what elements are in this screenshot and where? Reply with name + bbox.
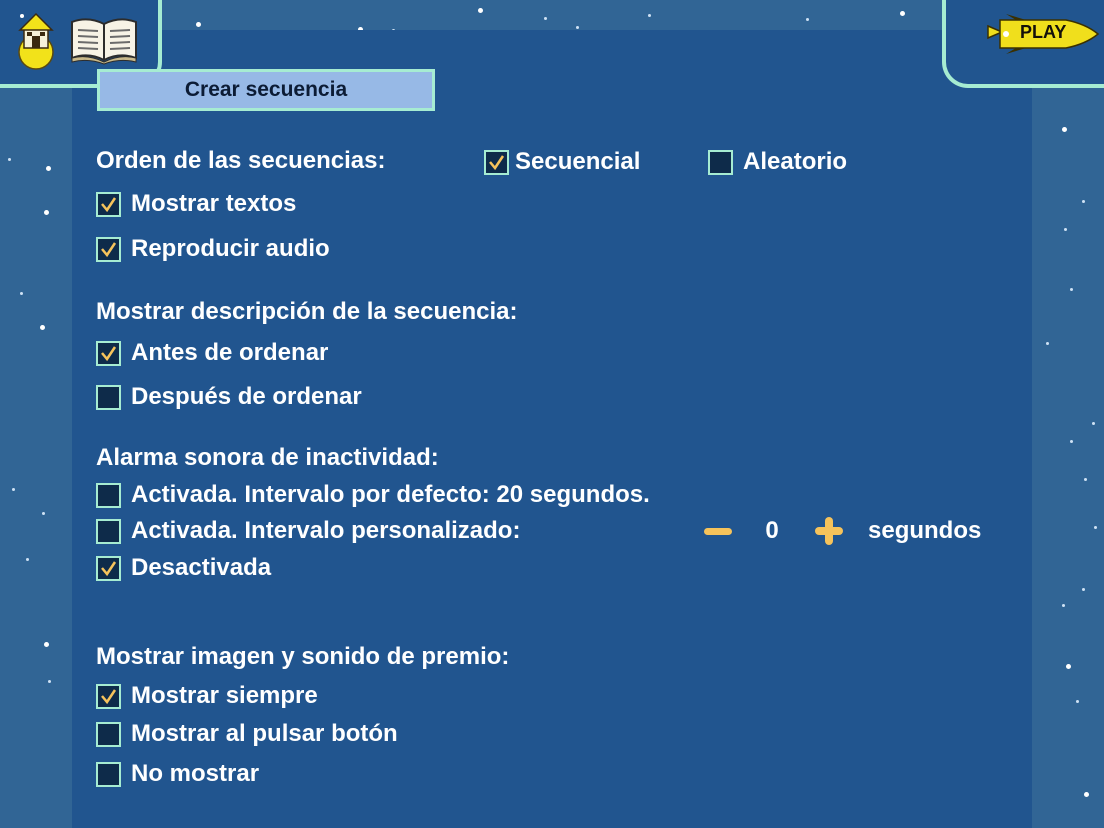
interval-unit: segundos: [868, 517, 982, 544]
alarm-default-option[interactable]: [96, 481, 650, 509]
book-icon[interactable]: [68, 14, 140, 66]
star: [1062, 604, 1065, 607]
star: [1076, 700, 1079, 703]
reward-on-button-option[interactable]: [96, 720, 398, 748]
checkbox-checked[interactable]: [96, 237, 121, 262]
checkbox-unchecked[interactable]: [96, 722, 121, 747]
check-icon: [98, 194, 119, 215]
order-option-sequential[interactable]: [484, 148, 640, 176]
star: [46, 166, 51, 171]
option-label: Desactivada: [131, 554, 272, 581]
increment-button[interactable]: [814, 516, 844, 546]
option-label: Mostrar siempre: [131, 682, 318, 709]
star: [1062, 127, 1067, 132]
interval-value: 0: [765, 517, 779, 544]
reward-always-option[interactable]: [96, 682, 318, 710]
option-label: Secuencial: [515, 148, 641, 175]
option-label: Después de ordenar: [131, 383, 362, 410]
checkbox-checked[interactable]: [96, 684, 121, 709]
checkbox-checked[interactable]: [96, 341, 121, 366]
option-label: Activada. Intervalo por defecto: 20 segundos.: [131, 481, 650, 508]
checkbox-checked[interactable]: [484, 150, 509, 175]
decrement-button[interactable]: [703, 524, 733, 538]
star: [1094, 526, 1097, 529]
check-icon: [98, 239, 119, 260]
star: [196, 22, 201, 27]
alarm-heading: Alarma sonora de inactividad:: [96, 444, 439, 471]
checkbox-unchecked[interactable]: [96, 483, 121, 508]
show-texts-option[interactable]: [96, 190, 296, 218]
checkbox-checked[interactable]: [96, 556, 121, 581]
star: [478, 8, 483, 13]
check-icon: [98, 343, 119, 364]
checkbox-unchecked[interactable]: [96, 762, 121, 787]
alarm-disabled-option[interactable]: [96, 554, 271, 582]
star: [42, 512, 45, 515]
play-audio-option[interactable]: [96, 235, 330, 263]
play-button[interactable]: [986, 14, 1104, 54]
star: [44, 642, 49, 647]
option-label: Activada. Intervalo personalizado:: [131, 517, 521, 544]
checkbox-checked[interactable]: [96, 192, 121, 217]
reward-heading: Mostrar imagen y sonido de premio:: [96, 643, 510, 670]
minus-icon: [703, 524, 733, 538]
option-label: Mostrar al pulsar botón: [131, 720, 398, 747]
star: [900, 11, 905, 16]
order-label: Orden de las secuencias:: [96, 147, 386, 174]
play-label: PLAY: [1020, 22, 1067, 42]
star: [1046, 342, 1049, 345]
check-icon: [98, 558, 119, 579]
option-label: Antes de ordenar: [131, 339, 329, 366]
checkbox-unchecked[interactable]: [96, 519, 121, 544]
checkbox-unchecked[interactable]: [96, 385, 121, 410]
star: [40, 325, 45, 330]
star: [20, 292, 23, 295]
option-label: No mostrar: [131, 760, 260, 787]
alarm-custom-option[interactable]: [96, 517, 520, 545]
star: [12, 488, 15, 491]
star: [1084, 478, 1087, 481]
option-label: Reproducir audio: [131, 235, 330, 262]
reward-never-option[interactable]: [96, 760, 259, 788]
star: [544, 17, 547, 20]
house-icon[interactable]: [12, 10, 60, 70]
checkbox-unchecked[interactable]: [708, 150, 733, 175]
star: [44, 210, 49, 215]
top-right-toolbar: [942, 0, 1104, 88]
star: [1064, 228, 1067, 231]
star: [1084, 792, 1089, 797]
plus-icon: [814, 516, 844, 546]
page-title: Crear secuencia: [97, 69, 435, 111]
option-label: Aleatorio: [743, 148, 848, 175]
star: [1066, 664, 1071, 669]
star: [8, 158, 11, 161]
star: [648, 14, 651, 17]
star: [1092, 422, 1095, 425]
check-icon: [486, 152, 507, 173]
star: [806, 18, 809, 21]
option-label: Mostrar textos: [131, 190, 297, 217]
check-icon: [98, 686, 119, 707]
star: [48, 680, 51, 683]
description-heading: Mostrar descripción de la secuencia:: [96, 298, 518, 325]
star: [1070, 288, 1073, 291]
star: [1082, 588, 1085, 591]
description-after-option[interactable]: [96, 383, 362, 411]
star: [1082, 200, 1085, 203]
star: [576, 26, 579, 29]
star: [26, 558, 29, 561]
description-before-option[interactable]: [96, 339, 328, 367]
star: [1070, 440, 1073, 443]
order-option-random[interactable]: [708, 148, 847, 176]
